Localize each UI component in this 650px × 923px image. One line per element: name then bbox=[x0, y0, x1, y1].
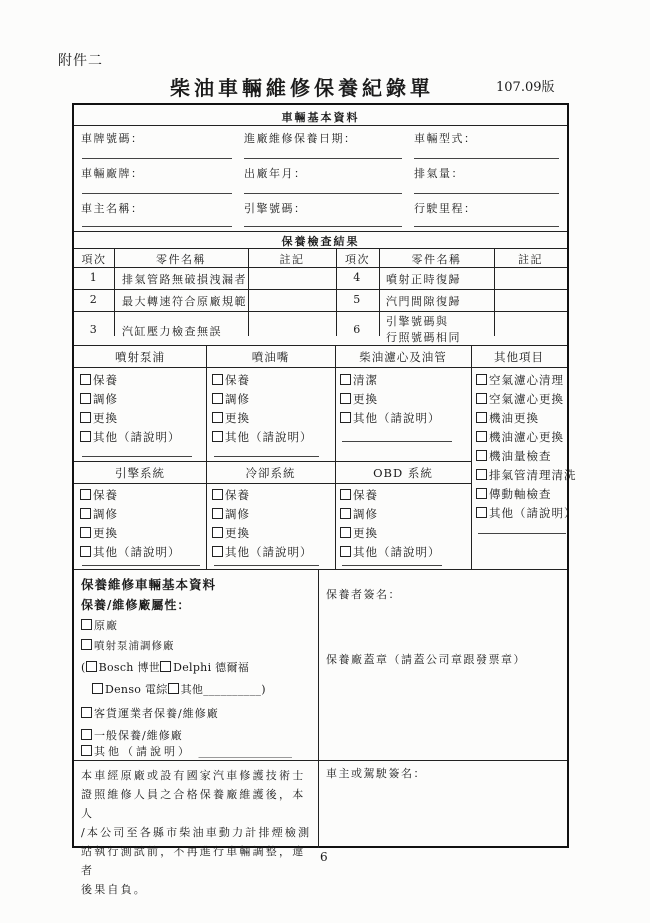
declaration-line: 站執行測試前，不再進行車輛調整，違者 bbox=[81, 845, 306, 877]
header-item-no-left: 項次 bbox=[81, 253, 107, 266]
divider bbox=[74, 311, 567, 312]
divider bbox=[74, 345, 567, 346]
maintainer-signature-field[interactable] bbox=[324, 603, 564, 643]
checkbox-icon[interactable] bbox=[476, 412, 487, 423]
checkbox-label: 更換 bbox=[225, 526, 250, 540]
checkbox-oem[interactable] bbox=[81, 617, 118, 633]
checkbox-oil-filter-replace[interactable] bbox=[476, 429, 564, 445]
checkbox-icon[interactable] bbox=[80, 412, 91, 423]
checkbox-obd-maintain[interactable] bbox=[340, 487, 378, 503]
header-note-left: 註記 bbox=[279, 253, 305, 266]
checkbox-injection-pump-maintain[interactable] bbox=[80, 372, 118, 388]
vehicle-brand-input[interactable] bbox=[82, 193, 232, 194]
checkbox-icon[interactable] bbox=[81, 707, 92, 718]
service-date-input[interactable] bbox=[244, 158, 402, 159]
divider bbox=[74, 367, 567, 368]
note-cell[interactable] bbox=[250, 313, 334, 335]
shop-stamp-field[interactable] bbox=[324, 670, 564, 755]
checkbox-icon[interactable] bbox=[212, 527, 223, 538]
service-date-label: 進廠維修保養日期： bbox=[244, 132, 357, 145]
checkbox-obd-repair[interactable] bbox=[340, 506, 378, 522]
checkbox-icon[interactable] bbox=[340, 412, 351, 423]
checkbox-cooling-other[interactable] bbox=[212, 544, 313, 560]
checkbox-other-items-other[interactable] bbox=[476, 505, 577, 521]
checkbox-label: 更換 bbox=[93, 411, 118, 425]
checkbox-label: 保養 bbox=[225, 373, 250, 387]
checkbox-label: Bosch 博世 bbox=[98, 661, 161, 674]
checkbox-label: 原廠 bbox=[94, 619, 118, 632]
checkbox-label: 噴射泵浦調修廠 bbox=[94, 640, 175, 652]
divider bbox=[471, 345, 472, 569]
declaration-line: 證照維修人員之合格保養廠維護後，本人 bbox=[81, 788, 306, 820]
checkbox-label: 保養 bbox=[93, 373, 118, 387]
fuel-filter-title: 柴油濾心及油管 bbox=[359, 350, 447, 364]
checkbox-obd-replace[interactable] bbox=[340, 525, 378, 541]
declaration-text bbox=[81, 766, 313, 899]
shop-attr-label: 保養/維修廠屬性： bbox=[81, 598, 191, 612]
engine-title: 引擎系統 bbox=[115, 466, 165, 480]
checkbox-icon[interactable] bbox=[476, 393, 487, 404]
declaration-line: /本公司至各縣市柴油車動力計排煙檢測 bbox=[81, 826, 312, 839]
other-brand-input[interactable]: __________ bbox=[203, 683, 262, 696]
divider bbox=[206, 345, 207, 569]
other-items-title: 其他項目 bbox=[494, 350, 544, 364]
header-part-name-left: 零件名稱 bbox=[156, 253, 206, 266]
checkbox-denso[interactable] bbox=[92, 683, 168, 696]
cooling-other-input[interactable] bbox=[214, 565, 319, 566]
checkbox-injection-pump-other[interactable] bbox=[80, 429, 181, 445]
checkbox-label: 其他（請說明） bbox=[225, 430, 313, 444]
manufacture-date-input[interactable] bbox=[244, 193, 402, 194]
checkbox-label: 其他（請說明） bbox=[225, 545, 313, 559]
checkbox-label: 其他（請說明） bbox=[353, 411, 441, 425]
checkbox-label: 保養 bbox=[225, 488, 250, 502]
checkbox-injection-pump-repair[interactable] bbox=[80, 391, 118, 407]
divider bbox=[74, 125, 567, 126]
vehicle-brand-label: 車輛廠牌： bbox=[81, 167, 144, 180]
shop-info-title: 保養維修車輛基本資料 bbox=[81, 577, 217, 592]
checkbox-label: 保養 bbox=[93, 488, 118, 502]
divider bbox=[74, 569, 567, 570]
checkbox-icon[interactable] bbox=[212, 393, 223, 404]
checkbox-nozzle-maintain[interactable] bbox=[212, 372, 250, 388]
checkbox-label: 調修 bbox=[225, 507, 250, 521]
checkbox-nozzle-other[interactable] bbox=[212, 429, 313, 445]
checkbox-icon[interactable] bbox=[476, 469, 487, 480]
fuel-filter-other-input[interactable] bbox=[342, 441, 452, 442]
checkbox-label: 其他 bbox=[180, 683, 204, 696]
part-name-line1: 引擎號碼與 bbox=[386, 315, 449, 328]
checkbox-icon[interactable] bbox=[340, 527, 351, 538]
checkbox-label: 傳動軸檢查 bbox=[489, 487, 552, 501]
other-shop-input[interactable]: _________________ bbox=[198, 745, 292, 758]
checkbox-obd-other[interactable] bbox=[340, 544, 441, 560]
checkbox-label: 一般保養/維修廠 bbox=[94, 729, 183, 742]
mileage-input[interactable] bbox=[414, 226, 559, 227]
checkbox-icon[interactable] bbox=[80, 546, 91, 557]
nozzle-title: 噴油嘴 bbox=[251, 350, 290, 364]
brand-options-line2 bbox=[92, 681, 266, 697]
checkbox-oil-level-check[interactable] bbox=[476, 448, 552, 464]
checkbox-icon[interactable] bbox=[212, 546, 223, 557]
checkbox-label: 其他（請說明） bbox=[93, 545, 181, 559]
checkbox-general-shop[interactable] bbox=[81, 727, 183, 743]
checkbox-delphi[interactable] bbox=[160, 661, 249, 674]
item-no: 3 bbox=[89, 323, 99, 336]
checkbox-exhaust-pipe-clean[interactable] bbox=[476, 467, 577, 483]
checkbox-icon[interactable] bbox=[80, 431, 91, 442]
checkbox-icon[interactable] bbox=[86, 661, 97, 672]
checkbox-icon[interactable] bbox=[80, 374, 91, 385]
manufacture-date-label: 出廠年月： bbox=[244, 167, 307, 180]
obd-other-input[interactable] bbox=[342, 565, 442, 566]
checkbox-icon[interactable] bbox=[80, 393, 91, 404]
checkbox-engine-maintain[interactable] bbox=[80, 487, 118, 503]
nozzle-other-input[interactable] bbox=[214, 456, 319, 457]
checkbox-label: 排氣管清理清洗 bbox=[489, 468, 577, 482]
checkbox-engine-repair[interactable] bbox=[80, 506, 118, 522]
checkbox-fuel-filter-replace[interactable] bbox=[340, 391, 378, 407]
checkbox-icon[interactable] bbox=[212, 508, 223, 519]
page-number: 6 bbox=[320, 850, 328, 864]
checkbox-icon[interactable] bbox=[212, 489, 223, 500]
checkbox-label: Denso 電綜 bbox=[105, 683, 168, 696]
checkbox-other-brand[interactable] bbox=[168, 683, 204, 696]
shop-stamp-label: 保養廠蓋章（請蓋公司章跟發票章） bbox=[326, 653, 526, 666]
vehicle-model-input[interactable] bbox=[414, 158, 559, 159]
checkbox-label: 機油量檢查 bbox=[489, 449, 552, 463]
checkbox-label: 其他（請說明） bbox=[353, 545, 441, 559]
checkbox-engine-other[interactable] bbox=[80, 544, 181, 560]
annex-label: 附件二 bbox=[58, 53, 103, 69]
checkbox-injection-pump-replace[interactable] bbox=[80, 410, 118, 426]
checkbox-label: 機油濾心更換 bbox=[489, 430, 564, 444]
divider bbox=[74, 231, 567, 232]
part-name-line2: 行照號碼相同 bbox=[386, 331, 461, 344]
part-name: 最大轉速符合原廠規範 bbox=[122, 295, 247, 308]
checkbox-icon[interactable] bbox=[340, 546, 351, 557]
checkbox-pump-shop[interactable] bbox=[81, 638, 175, 653]
divider bbox=[74, 267, 567, 268]
owner-name-label: 車主名稱： bbox=[81, 202, 144, 215]
checkbox-label: 更換 bbox=[353, 392, 378, 406]
checkbox-icon[interactable] bbox=[340, 393, 351, 404]
checkbox-icon[interactable] bbox=[340, 489, 351, 500]
form-version: 107.09版 bbox=[496, 80, 555, 95]
checkbox-label: 其他（請說明） bbox=[93, 430, 181, 444]
checkbox-oil-replace[interactable] bbox=[476, 410, 539, 426]
checkbox-nozzle-replace[interactable] bbox=[212, 410, 250, 426]
owner-signature-label: 車主或駕駛簽名： bbox=[326, 767, 426, 780]
checkbox-icon[interactable] bbox=[81, 729, 92, 740]
checkbox-fuel-filter-other[interactable] bbox=[340, 410, 441, 426]
checkbox-air-filter-replace[interactable] bbox=[476, 391, 564, 407]
other-items-other-input[interactable] bbox=[478, 533, 566, 534]
item-no: 1 bbox=[89, 271, 99, 284]
plate-number-input[interactable] bbox=[82, 158, 232, 159]
owner-signature-field[interactable] bbox=[324, 783, 564, 843]
checkbox-icon[interactable] bbox=[160, 661, 171, 672]
divider bbox=[74, 461, 471, 462]
checkbox-transport-shop[interactable] bbox=[81, 705, 219, 721]
paren-open: ( bbox=[81, 661, 86, 674]
vehicle-model-label: 車輛型式： bbox=[414, 132, 477, 145]
checkbox-label: 機油更換 bbox=[489, 411, 539, 425]
item-no: 6 bbox=[353, 323, 362, 336]
checkbox-icon[interactable] bbox=[212, 431, 223, 442]
checkbox-icon[interactable] bbox=[476, 507, 487, 518]
item-no: 4 bbox=[353, 271, 362, 284]
plate-number-label: 車牌號碼： bbox=[81, 132, 144, 145]
mileage-label: 行駛里程： bbox=[414, 202, 477, 215]
paren-close: ) bbox=[261, 683, 266, 696]
checkbox-label: 空氣濾心清理 bbox=[489, 373, 564, 387]
checkbox-label: 保養 bbox=[353, 488, 378, 502]
note-cell[interactable] bbox=[250, 269, 334, 287]
checkbox-icon[interactable] bbox=[476, 488, 487, 499]
checkbox-label: 調修 bbox=[93, 392, 118, 406]
checkbox-icon[interactable] bbox=[476, 431, 487, 442]
part-name: 汽門間隙復歸 bbox=[386, 295, 461, 308]
checkbox-icon[interactable] bbox=[80, 508, 91, 519]
checkbox-icon[interactable] bbox=[81, 619, 92, 630]
checkbox-icon[interactable] bbox=[80, 489, 91, 500]
checkbox-icon[interactable] bbox=[81, 745, 92, 756]
part-name: 排氣管路無破損洩漏者 bbox=[122, 273, 247, 286]
checkbox-air-filter-clean[interactable] bbox=[476, 372, 564, 388]
engine-number-input[interactable] bbox=[244, 226, 402, 227]
header-part-name-right: 零件名稱 bbox=[411, 253, 462, 266]
form-title: 柴油車輛維修保養紀錄單 bbox=[170, 76, 434, 100]
checkbox-label: 空氣濾心更換 bbox=[489, 392, 564, 406]
displacement-label: 排氣量： bbox=[414, 167, 464, 180]
checkbox-drive-shaft-check[interactable] bbox=[476, 486, 552, 502]
item-no: 2 bbox=[89, 293, 99, 306]
checkbox-label: 調修 bbox=[93, 507, 118, 521]
inspection-title: 保養檢查結果 bbox=[281, 235, 360, 248]
checkbox-label: 更換 bbox=[93, 526, 118, 540]
checkbox-cooling-replace[interactable] bbox=[212, 525, 250, 541]
divider bbox=[318, 569, 319, 848]
vehicle-info-title: 車輛基本資料 bbox=[281, 111, 360, 124]
checkbox-nozzle-repair[interactable] bbox=[212, 391, 250, 407]
divider bbox=[74, 483, 471, 484]
checkbox-label: 更換 bbox=[353, 526, 378, 540]
checkbox-icon[interactable] bbox=[168, 683, 179, 694]
divider bbox=[74, 760, 567, 761]
cooling-title: 冷卻系統 bbox=[245, 466, 296, 480]
brand-options-line1 bbox=[81, 659, 249, 675]
checkbox-cooling-repair[interactable] bbox=[212, 506, 250, 522]
declaration-line: 本車經原廠或設有國家汽車修護技術士 bbox=[81, 769, 306, 782]
obd-title: OBD 系統 bbox=[373, 466, 433, 480]
checkbox-icon[interactable] bbox=[212, 374, 223, 385]
item-no: 5 bbox=[353, 293, 362, 306]
checkbox-icon[interactable] bbox=[81, 639, 92, 650]
checkbox-icon[interactable] bbox=[212, 412, 223, 423]
checkbox-label: 客貨運業者保養/維修廠 bbox=[94, 707, 219, 720]
owner-name-input[interactable] bbox=[82, 226, 232, 227]
checkbox-icon[interactable] bbox=[80, 527, 91, 538]
checkbox-label: Delphi 德爾福 bbox=[173, 661, 250, 674]
checkbox-label: 其他（請說明） bbox=[489, 506, 577, 520]
engine-number-label: 引擎號碼： bbox=[244, 202, 307, 215]
note-cell[interactable] bbox=[496, 291, 566, 309]
checkbox-label: 調修 bbox=[225, 392, 250, 406]
checkbox-other-shop[interactable] bbox=[81, 743, 292, 759]
checkbox-icon[interactable] bbox=[92, 683, 103, 694]
note-cell[interactable] bbox=[496, 313, 566, 335]
divider bbox=[74, 289, 567, 290]
maintenance-record-form bbox=[72, 103, 577, 896]
checkbox-icon[interactable] bbox=[476, 450, 487, 461]
injection-pump-other-input[interactable] bbox=[82, 456, 192, 457]
header-note-right: 註記 bbox=[518, 253, 543, 266]
checkbox-engine-replace[interactable] bbox=[80, 525, 118, 541]
note-cell[interactable] bbox=[250, 291, 334, 309]
displacement-input[interactable] bbox=[414, 193, 559, 194]
declaration-line: 後果自負。 bbox=[81, 883, 147, 896]
part-name: 汽缸壓力檢查無誤 bbox=[122, 325, 222, 338]
checkbox-label: 其他（請說明） bbox=[94, 745, 192, 758]
divider bbox=[335, 345, 336, 569]
checkbox-cooling-maintain[interactable] bbox=[212, 487, 250, 503]
checkbox-bosch[interactable] bbox=[86, 661, 161, 674]
injection-pump-title: 噴射泵浦 bbox=[115, 350, 165, 364]
note-cell[interactable] bbox=[496, 269, 566, 287]
maintainer-signature-label: 保養者簽名： bbox=[326, 588, 401, 601]
checkbox-label: 調修 bbox=[353, 507, 378, 521]
part-name: 噴射正時復歸 bbox=[386, 273, 461, 286]
checkbox-icon[interactable] bbox=[340, 508, 351, 519]
checkbox-fuel-filter-clean[interactable] bbox=[340, 372, 378, 388]
checkbox-icon[interactable] bbox=[476, 374, 487, 385]
checkbox-icon[interactable] bbox=[340, 374, 351, 385]
checkbox-label: 更換 bbox=[225, 411, 250, 425]
engine-other-input[interactable] bbox=[82, 565, 200, 566]
header-item-no-right: 項次 bbox=[345, 253, 370, 266]
checkbox-label: 清潔 bbox=[353, 373, 378, 387]
